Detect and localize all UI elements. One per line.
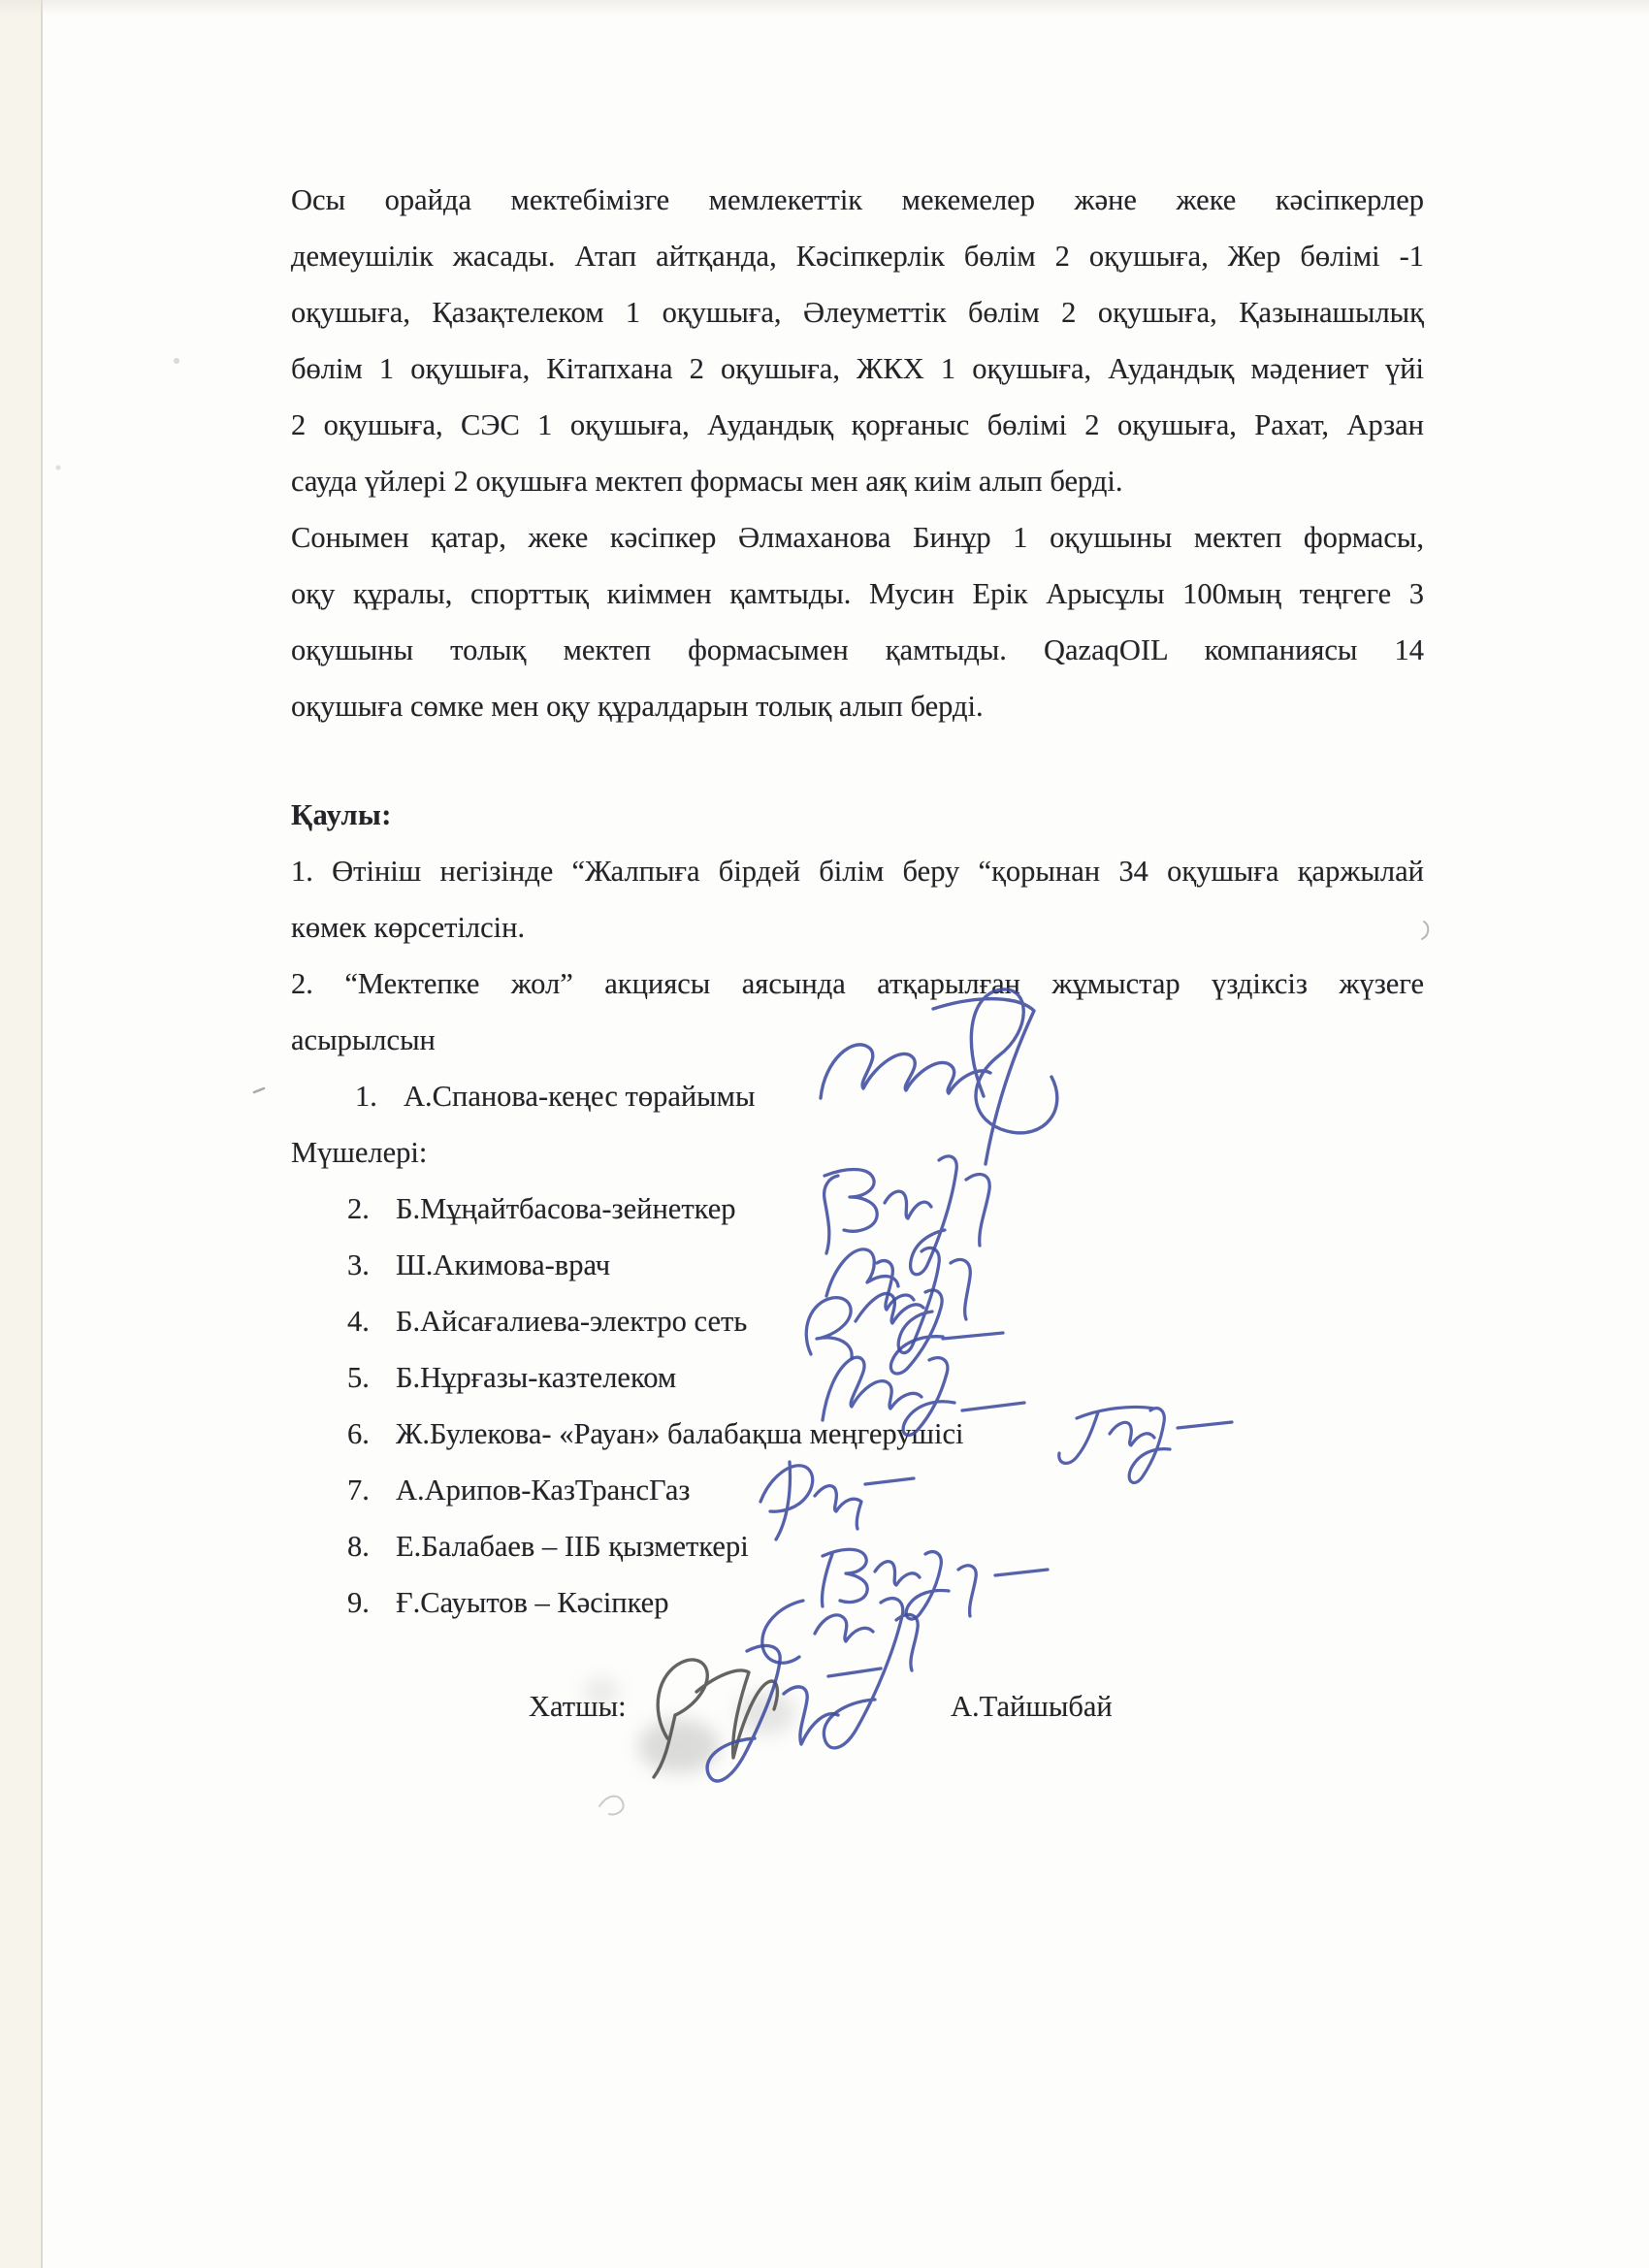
resolution-item-line: 2. “Мектепке жол” акциясы аясында атқарылған жұмыстар үздіксіз жүзеге — [291, 967, 1424, 1000]
member-label: Б.Нұрғазы-казтелеком — [396, 1361, 677, 1394]
member-number: 8. — [347, 1530, 370, 1563]
member-number: 3. — [347, 1248, 370, 1281]
signature-akimova — [826, 1247, 970, 1352]
resolution-item-line: 1. Өтініш негізінде “Жалпыға бірдей білім беру “қорынан 34 оқушыға қаржылай — [291, 855, 1424, 888]
member-number: 6. — [347, 1417, 370, 1450]
body-text-line: оқушыға, Қазақтелеком 1 оқушыға, Әлеуметтік бөлім 2 оқушыға, Қазынашылық — [291, 296, 1424, 329]
body-text-line: Осы орайда мектебімізге мемлекеттік мекемелер және жеке кәсіпкерлер — [291, 183, 1424, 216]
member-label: А.Спанова-кеңес төрайымы — [404, 1080, 756, 1113]
body-text-line: оқу құралы, спорттық киіммен қамтыды. Мусин Ерік Арысұлы 100мың теңгеге 3 — [291, 577, 1424, 610]
member-label: Ш.Акимова-врач — [396, 1248, 611, 1281]
member-row — [347, 1583, 668, 1622]
member-row — [347, 1246, 610, 1284]
signature-aripov — [760, 1462, 914, 1539]
body-text-line: оқушыға сөмке мен оқу құралдарын толық алып берді. — [291, 690, 984, 723]
member-number: 1. — [355, 1080, 377, 1113]
signature-aisagalieva — [806, 1290, 1003, 1374]
member-number: 9. — [347, 1586, 370, 1619]
member-number: 4. — [347, 1305, 370, 1338]
body-text-line: Сонымен қатар, жеке кәсіпкер Әлмаханова Бинұр 1 оқушыны мектеп формасы, — [291, 521, 1424, 554]
member-row — [347, 1471, 690, 1509]
member-row — [347, 1358, 676, 1397]
body-text-line: бөлім 1 оқушыға, Кітапхана 2 оқушыға, ЖКХ 1 оқушыға, Аудандық мәдениет үйі — [291, 352, 1424, 385]
body-text-line: демеушілік жасады. Атап айтқанда, Кәсіпкерлік бөлім 2 оқушыға, Жер бөлімі -1 — [291, 240, 1424, 273]
body-text-line: сауда үйлері 2 оқушыға мектеп формасы мен аяқ киім алып берді. — [291, 465, 1123, 498]
resolution-item-line: асырылсын — [291, 1023, 436, 1056]
scanner-left-edge — [0, 0, 43, 2268]
member-number: 7. — [347, 1474, 370, 1507]
signature-secretary — [584, 1646, 881, 1781]
secretary-name: А.Тайшыбай — [951, 1690, 1113, 1723]
signature-sauytov — [762, 1599, 918, 1748]
signature-balabaev — [822, 1549, 1048, 1619]
member-row — [347, 1189, 736, 1228]
signature-bulekova — [1059, 1407, 1232, 1482]
member-row — [347, 1527, 749, 1566]
member-number: 5. — [347, 1361, 370, 1394]
member-label: Б.Мұңайтбасова-зейнеткер — [396, 1192, 736, 1225]
member-label: Ғ.Сауытов – Кәсіпкер — [396, 1586, 669, 1619]
scanner-top-shade — [0, 0, 1649, 16]
members-heading: Мүшелері: — [291, 1136, 428, 1169]
signature-munaitbasova — [824, 1156, 990, 1275]
body-text-line: 2 оқушыға, СЭС 1 оқушыға, Аудандық қорғаныс бөлімі 2 оқушыға, Рахат, Арзан — [291, 408, 1424, 441]
member-label: Ж.Булекова- «Рауан» балабақша меңгерушісі — [396, 1417, 964, 1450]
secretary-label: Хатшы: — [529, 1690, 627, 1723]
committee-chair-row — [355, 1077, 755, 1116]
member-number: 2. — [347, 1192, 370, 1225]
member-label: Б.Айсағалиева-электро сеть — [396, 1305, 748, 1338]
body-text-line: оқушыны толық мектеп формасымен қамтыды. QazaqOIL компаниясы 14 — [291, 633, 1424, 666]
member-label: А.Арипов-КазТрансГаз — [396, 1474, 691, 1507]
member-row — [347, 1302, 747, 1341]
member-row — [347, 1414, 963, 1453]
resolution-heading: Қаулы: — [291, 798, 392, 831]
resolution-item-line: көмек көрсетілсін. — [291, 911, 526, 944]
member-label: Е.Балабаев – ІІБ қызметкері — [396, 1530, 749, 1563]
